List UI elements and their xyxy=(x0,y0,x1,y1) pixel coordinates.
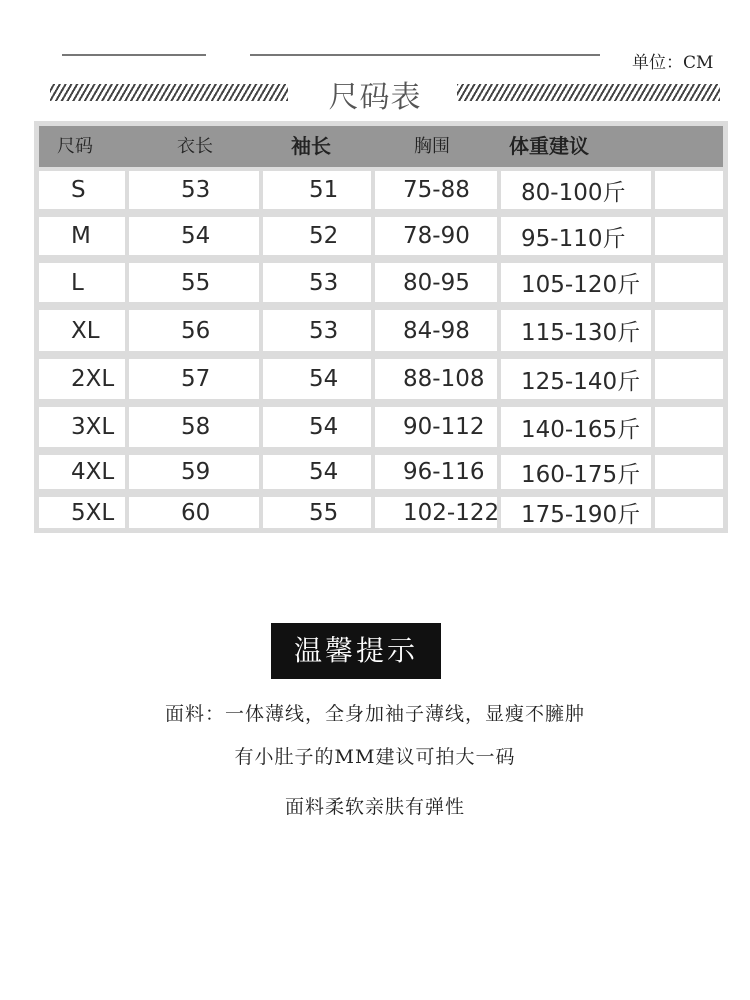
cell-chest-text: 75-88 xyxy=(403,177,470,203)
cell-empty xyxy=(655,455,723,489)
cell-chest xyxy=(375,171,497,209)
cell-chest xyxy=(375,310,497,351)
table-row xyxy=(39,306,723,355)
cell-size-text: L xyxy=(71,269,84,296)
cell-size-text: 3XL xyxy=(71,414,115,440)
cell-chest-text: 96-116 xyxy=(403,459,485,485)
cell-chest xyxy=(375,263,497,302)
cell-weight xyxy=(501,171,651,209)
cell-sleeve xyxy=(263,359,371,399)
cell-chest xyxy=(375,407,497,447)
cell-weight-text: 80-100斤 xyxy=(521,179,626,206)
cell-weight xyxy=(501,217,651,255)
cell-chest-text: 84-98 xyxy=(403,317,470,344)
cell-sleeve-text: 54 xyxy=(309,459,339,485)
cell-empty xyxy=(655,407,723,447)
cell-length-text: 54 xyxy=(181,223,211,249)
cell-chest xyxy=(375,497,500,528)
cell-length xyxy=(129,217,259,255)
cell-size-text: 2XL xyxy=(71,366,115,392)
cell-size xyxy=(39,217,125,255)
header-length: 衣长 xyxy=(177,136,213,157)
cell-sleeve xyxy=(263,217,371,255)
table-row xyxy=(39,355,723,403)
cell-empty xyxy=(655,217,723,255)
title-hatch-left xyxy=(50,84,288,101)
cell-sleeve-text: 51 xyxy=(309,177,339,203)
notice-title: 温馨提示 xyxy=(271,623,441,679)
cell-length xyxy=(129,455,259,489)
cell-sleeve xyxy=(263,455,371,489)
size-chart-title: 尺码表 xyxy=(328,80,422,115)
cell-sleeve xyxy=(263,310,371,351)
table-row xyxy=(39,259,723,306)
title-rule-left xyxy=(62,54,206,56)
title-hatch-right xyxy=(457,84,720,101)
cell-length xyxy=(129,171,259,209)
cell-weight xyxy=(501,310,651,351)
cell-sleeve-text: 55 xyxy=(309,499,339,526)
cell-weight-text: 160-175斤 xyxy=(521,461,641,488)
cell-sleeve-text: 54 xyxy=(309,366,339,392)
header-size: 尺码 xyxy=(57,136,93,157)
cell-chest-text: 88-108 xyxy=(403,366,485,392)
cell-chest xyxy=(375,217,497,255)
cell-sleeve-text: 52 xyxy=(309,223,339,249)
notice-line-fabric-feel: 面料柔软亲肤有弹性 xyxy=(284,796,465,818)
cell-chest-text: 78-90 xyxy=(403,223,470,249)
cell-size xyxy=(39,455,125,489)
cell-empty xyxy=(655,263,723,302)
cell-size xyxy=(39,171,125,209)
unit-label: 单位：CM xyxy=(632,53,714,73)
cell-size-text: 5XL xyxy=(71,499,115,526)
cell-length xyxy=(129,310,259,351)
cell-sleeve-text: 53 xyxy=(309,317,339,344)
cell-size xyxy=(39,407,125,447)
cell-size xyxy=(39,497,125,528)
cell-size-text: M xyxy=(71,223,91,249)
cell-empty xyxy=(655,359,723,399)
cell-sleeve-text: 54 xyxy=(309,414,339,440)
cell-weight xyxy=(501,497,651,528)
cell-weight xyxy=(501,263,651,302)
cell-length xyxy=(129,407,259,447)
header-chest: 胸围 xyxy=(414,136,450,157)
cell-length-text: 58 xyxy=(181,414,211,440)
cell-chest-text: 90-112 xyxy=(403,414,485,440)
cell-sleeve xyxy=(263,263,371,302)
cell-sleeve xyxy=(263,407,371,447)
cell-size xyxy=(39,359,125,399)
cell-size-text: XL xyxy=(71,317,100,344)
header-weight: 体重建议 xyxy=(509,134,589,158)
table-row xyxy=(39,213,723,259)
table-row xyxy=(39,167,723,213)
cell-length-text: 56 xyxy=(181,317,211,344)
cell-chest-text: 102-122 xyxy=(403,499,500,526)
cell-weight-text: 140-165斤 xyxy=(521,416,641,443)
cell-weight-text: 95-110斤 xyxy=(521,225,626,252)
cell-size xyxy=(39,263,125,302)
cell-chest xyxy=(375,359,497,399)
cell-length-text: 59 xyxy=(181,459,211,485)
cell-empty xyxy=(655,497,723,528)
cell-sleeve xyxy=(263,171,371,209)
cell-sleeve-text: 53 xyxy=(309,269,339,296)
table-row xyxy=(39,403,723,451)
cell-length xyxy=(129,497,259,528)
cell-length-text: 55 xyxy=(181,269,211,296)
cell-chest xyxy=(375,455,497,489)
cell-length-text: 53 xyxy=(181,177,211,203)
notice-line-size-advice: 有小肚子的MM建议可拍大一码 xyxy=(234,746,516,768)
notice-line-fabric: 面料：一体薄线，全身加袖子薄线，显瘦不臃肿 xyxy=(164,703,585,725)
cell-length xyxy=(129,359,259,399)
table-row xyxy=(39,451,723,493)
cell-weight-text: 105-120斤 xyxy=(521,272,641,298)
size-table xyxy=(34,121,728,533)
cell-weight-text: 175-190斤 xyxy=(521,502,641,528)
cell-weight xyxy=(501,359,651,399)
cell-weight xyxy=(501,455,651,489)
table-header xyxy=(39,126,723,167)
cell-weight xyxy=(501,407,651,447)
title-rule-right xyxy=(250,54,600,56)
cell-length-text: 57 xyxy=(181,366,211,392)
cell-size-text: 4XL xyxy=(71,459,115,485)
cell-empty xyxy=(655,171,723,209)
header-sleeve: 袖长 xyxy=(291,134,331,158)
cell-size xyxy=(39,310,125,351)
cell-weight-text: 125-140斤 xyxy=(521,368,641,395)
cell-chest-text: 80-95 xyxy=(403,269,470,296)
cell-length-text: 60 xyxy=(181,499,211,526)
cell-weight-text: 115-130斤 xyxy=(521,320,641,346)
table-row xyxy=(39,493,723,532)
cell-size-text: S xyxy=(71,177,86,203)
cell-sleeve xyxy=(263,497,371,528)
cell-empty xyxy=(655,310,723,351)
cell-length xyxy=(129,263,259,302)
